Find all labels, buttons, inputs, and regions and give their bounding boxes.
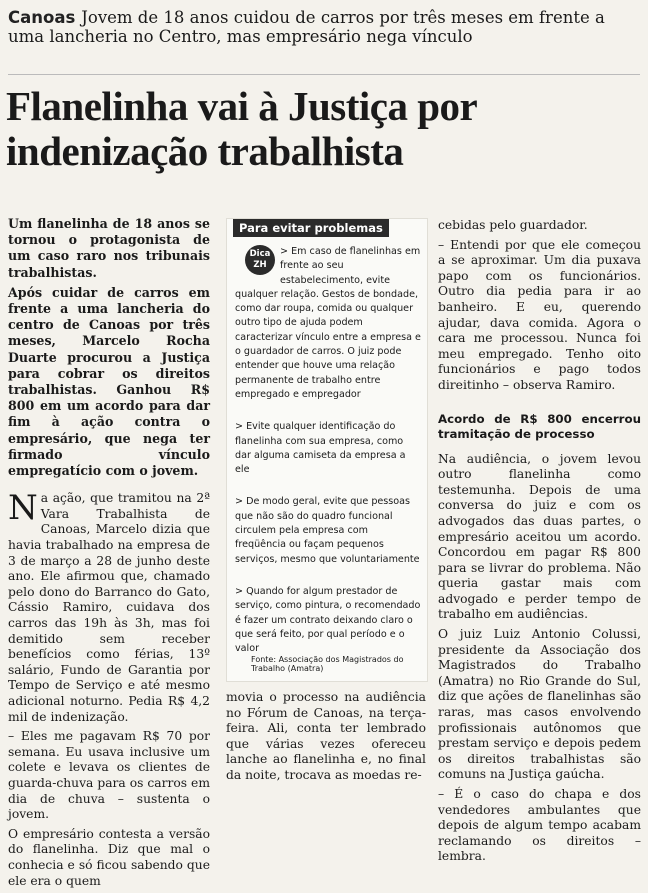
kicker [8, 8, 644, 46]
tips-box [226, 218, 428, 682]
lead-paragraph-2: Após cuidar de carros em frente a uma lancheria do centro de Canoas por três meses, Marcelo Rocha Duarte procurou a Justiça para cobrar os direitos trabalhistas. Ganhou R$ 800 em um acordo para dar fim à ação contra o empresário, que nega ter firmado vínculo empregatício com o jovem. [8, 284, 210, 479]
body-paragraph: Na ação, que tramitou na 2ª Vara Trabalhista de Canoas, Marcelo dizia que havia trabalhado na empresa de 3 de março a 28 de junho deste ano. Ele afirmou que, chamado pelo dono do Barranco do Gato, Cássio Ramiro, cuidava dos carros das 19h às 3h, mas foi demitido sem receber benefícios como férias, 13º salário, Fundo de Garantia por Tempo de Serviço e até mesmo adicional noturno. Pedia R$ 4,2 mil de indenização. [8, 488, 210, 724]
tips-list [235, 245, 421, 674]
tip-item: > Evite qualquer identificação do flanelinha com sua empresa, como dar alguma camiseta da empresa a ele [235, 421, 406, 476]
body-paragraph: Na audiência, o jovem levou outro flanelinha como testemunha. Depois de uma conversa do juiz e com os advogados das duas partes, o empresário aceitou um acordo. Concordou em pagar R$ 800 para se livrar do problema. Não queria gastar mais com advogado e perder tempo de trabalho em audiências. [438, 451, 641, 622]
body-paragraph: O empresário contesta a versão do flanelinha. Diz que mal o conhecia e só ficou sabendo que ele era o quem [8, 826, 210, 888]
tip-item: > Quando for algum prestador de serviço, como pintura, o recomendado é fazer um contrato deixando claro o que será feito, por qual período e o valor [235, 585, 421, 655]
section-tag: Canoas [8, 8, 76, 27]
tip-item: > De modo geral, evite que pessoas que não são do quadro funcional circulem pela empresa com freqüência ou façam pequenos serviços, mesmo que voluntariamente [235, 496, 420, 565]
subheading: Acordo de R$ 800 encerrou tramitação de processo [438, 411, 641, 441]
body-paragraph: – É o caso do chapa e dos vendedores ambulantes que depois de algum tempo acabam reclamando os direitos – lembra. [438, 787, 641, 864]
body-paragraph: cebidas pelo guardador. [438, 218, 588, 232]
column-2-continuation: movia o processo na audiência no Fórum de Canoas, na terça-feira. Ali, conta ter lembrado que várias vezes ofereceu lanche ao flanelinha e, no final da noite, trocava as moedas re- [226, 690, 426, 782]
drop-cap: N [8, 488, 38, 529]
column-1 [8, 216, 210, 893]
column-3 [438, 218, 641, 869]
lead-paragraph-1: Um flanelinha de 18 anos se tornou o protagonista de um caso raro nos tribunais trabalhistas. [8, 216, 210, 280]
body-paragraph: O juiz Luiz Antonio Colussi, presidente da Associação dos Magistrados do Trabalho (Amatra) no Rio Grande do Sul, diz que ações de flanelinhas são raras, mas casos envolvendo profissionais autônomos que prestam serviço e depois pedem os direitos trabalhistas são comuns na Justiça gaúcha. [438, 627, 641, 782]
kicker-text: Jovem de 18 anos cuidou de carros por três meses em frente a uma lancheria no Centro, mas empresário nega vínculo [8, 8, 605, 46]
box-source: Fonte: Associação dos Magistrados do Trabalho (Amatra) [251, 655, 404, 673]
dica-zh-badge-icon: Dica ZH [245, 245, 275, 275]
body-paragraph: – Entendi por que ele começou a se aproximar. Um dia puxava papo com os funcionários. Outro dia pedia para ir ao banheiro. E eu, querendo ajudar, dava comida. Agora o cara me processou. Nunca foi meu empregado. Tenho oito funcionários e pago todos direitinho – observa Ramiro. [438, 237, 641, 392]
headline: Flanelinha vai à Justiça por indenização trabalhista [6, 83, 477, 174]
body-paragraph: – Eles me pagavam R$ 70 por semana. Eu usava inclusive um colete e levava os clientes de guarda-chuva para os carros em dia de chuva – sustenta o jovem. [8, 729, 210, 822]
tips-box-title: Para evitar problemas [233, 219, 389, 237]
top-divider [8, 74, 640, 75]
tip-item: Dica ZH > Em caso de flanelinhas em frente ao seu estabelecimento, evite qualquer relação. Gestos de bondade, como dar roupa, comida ou qualquer outro tipo de ajuda podem caracterizar vínculo entre a empresa e o guardador de carros. O juiz pode entender que houve uma relação permanente de trabalho entre empregado e empregador [235, 246, 421, 400]
